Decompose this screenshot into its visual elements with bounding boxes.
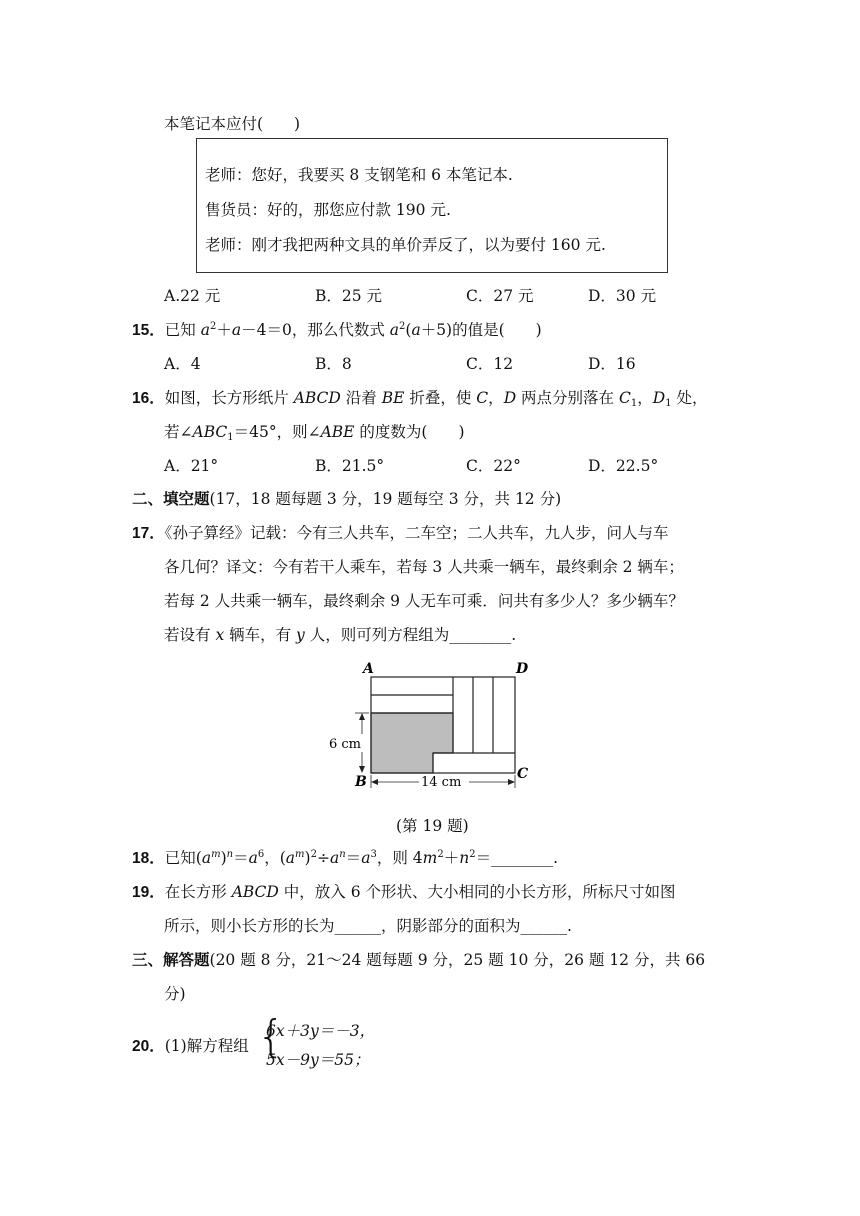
equation-brace: { bbox=[257, 1011, 285, 1062]
q16-text-3: 折叠，使 bbox=[404, 389, 477, 407]
q16-option-a[interactable]: A．21° bbox=[164, 457, 219, 475]
q17-text-4c: 人，则可列方程组为 bbox=[304, 626, 450, 644]
dialog-line-teacher-1: 老师：您好，我要买 8 支钢笔和 6 本笔记本. bbox=[205, 166, 513, 184]
q17-line2: 各几何？译文：今有若干人乘车，若每 3 人共乘一辆车，最终剩余 2 辆车； bbox=[164, 558, 684, 576]
section3-note: (20 题 8 分，21～24 题每题 9 分，25 题 10 分，26 题 12 分，共 66 bbox=[209, 951, 706, 969]
dialog-line-teacher-2: 老师：刚才我把两种文具的单价弄反了，以为要付 160 元. bbox=[205, 236, 606, 254]
q19-text: 在长方形 bbox=[164, 883, 232, 901]
q16-text-4: 两点分别落在 bbox=[516, 389, 619, 407]
dimension-width-label: 14 cm bbox=[421, 775, 462, 790]
label-c: C bbox=[517, 766, 529, 782]
q16-text-5: 处， bbox=[671, 389, 708, 407]
figure-19-caption: (第 19 题) bbox=[396, 817, 469, 835]
label-b: B bbox=[355, 774, 367, 790]
q16-option-c[interactable]: C．22° bbox=[466, 457, 521, 475]
q19-answer-blank-1[interactable]: ______ bbox=[334, 917, 382, 935]
q18-text-3: ，则 bbox=[376, 849, 413, 867]
q14-option-b[interactable]: B．25 元 bbox=[315, 287, 383, 305]
dimension-height-label: 6 cm bbox=[329, 737, 362, 752]
q16-text-7: ＝45°，则∠ bbox=[233, 423, 321, 441]
q14-option-a[interactable]: A.22 元 bbox=[164, 287, 221, 305]
q18-number: 18． bbox=[132, 850, 165, 867]
label-a: A bbox=[363, 661, 374, 677]
q16-text: 如图，长方形纸片 bbox=[164, 389, 294, 407]
q19-end: . bbox=[567, 917, 572, 935]
q18-text: 已知 bbox=[164, 849, 196, 867]
q15-option-a[interactable]: A．4 bbox=[164, 355, 201, 373]
q19-line1: 19．在长方形 ABCD 中，放入 6 个形状、大小相同的小长方形，所标尺寸如图 bbox=[132, 883, 676, 901]
dialog-line-clerk: 售货员：好的，那您应付款 190 元. bbox=[205, 201, 451, 219]
q15-number: 15． bbox=[132, 322, 165, 339]
q16-text-6: 若∠ bbox=[164, 423, 193, 441]
q15-text-3: 的值是( ) bbox=[452, 321, 542, 339]
q20-number: 20． bbox=[132, 1038, 165, 1055]
section3-note-line2: 分) bbox=[164, 985, 186, 1003]
q17-line3: 若每 2 人共乘一辆车，最终剩余 9 人无车可乘．问共有多少人？多少辆车？ bbox=[164, 592, 684, 610]
q15-text-2: ，那么代数式 bbox=[291, 321, 390, 339]
q16-option-d[interactable]: D．22.5° bbox=[588, 457, 659, 475]
section3-heading bbox=[132, 948, 705, 970]
q18-text-4: ＝ bbox=[475, 849, 492, 867]
section2-note: (17，18 题每题 3 分，19 题每空 3 分，共 12 分) bbox=[209, 490, 562, 508]
section3-title: 三、解答题 bbox=[132, 950, 210, 969]
q16-stem-line2: 若$\angle ABC_1=45^\circ$，则∠ABE 的度数为( ) bbox=[164, 423, 465, 443]
q19-line2 bbox=[164, 914, 572, 936]
q16-stem-line1: 16．如图，长方形纸片 ABCD 沿着 BE 折叠，使 C，D 两点分别落在 $C_1$，$D_1$ 处， bbox=[132, 389, 708, 409]
q14-option-d[interactable]: D．30 元 bbox=[588, 287, 657, 305]
q20-equation-2: 5x－9y＝55； bbox=[266, 1051, 370, 1069]
q19-number: 19． bbox=[132, 884, 165, 901]
q18-stem: 18．已知$(a^m)^n=a^6$，$(a^m)^2\div a^n=a^3$，则 $4m^2+n^2=\_\_\_\_\_\_\_\_$. bbox=[132, 849, 559, 867]
q17-number: 17． bbox=[132, 525, 165, 542]
q17-line4: 若设有 x 辆车，有 y 人，则可列方程组为________. bbox=[164, 626, 517, 644]
q15-option-d[interactable]: D．16 bbox=[588, 355, 636, 373]
q16-number: 16． bbox=[132, 390, 165, 407]
q20-part-label: (1)解方程组 bbox=[164, 1037, 249, 1055]
q19-text-3: 所示，则小长方形的长为 bbox=[164, 917, 335, 935]
q15-option-c[interactable]: C．12 bbox=[466, 355, 514, 373]
q17-end: . bbox=[511, 626, 517, 644]
q17-line1 bbox=[132, 521, 669, 543]
q17-answer-blank[interactable]: ________ bbox=[449, 626, 512, 644]
q14-option-c[interactable]: C．27 元 bbox=[466, 287, 534, 305]
q18-end: . bbox=[553, 849, 559, 867]
q19-text-4: ，阴影部分的面积为 bbox=[381, 917, 521, 935]
q20-stem bbox=[132, 1034, 249, 1056]
section2-heading bbox=[132, 487, 561, 509]
q19-text-2: 中，放入 6 个形状、大小相同的小长方形，所标尺寸如图 bbox=[278, 883, 676, 901]
shaded-region bbox=[371, 713, 453, 773]
q14-tail-text: 本笔记本应付( ) bbox=[164, 115, 301, 133]
q17-text: 《孙子算经》记载：今有三人共车，二车空；二人共车，九人步，问人与车 bbox=[164, 524, 669, 542]
dialog-box bbox=[196, 138, 668, 273]
label-d: D bbox=[516, 661, 529, 677]
q19-answer-blank-2[interactable]: ______ bbox=[520, 917, 568, 935]
q17-text-4a: 若设有 bbox=[164, 626, 216, 644]
q15-text: 已知 bbox=[164, 321, 201, 339]
q15-stem: 15．已知 $a^2+a-4=0$，那么代数式 $a^2(a+5)$的值是( ) bbox=[132, 321, 542, 339]
q18-text-2: ， bbox=[264, 849, 280, 867]
q16-text-8: 的度数为( ) bbox=[354, 423, 465, 441]
section2-title: 二、填空题 bbox=[132, 489, 210, 508]
q20-equation-1: 6x＋3y＝－3， bbox=[266, 1022, 376, 1040]
q16-option-b[interactable]: B．21.5° bbox=[315, 457, 385, 475]
q16-text-2: 沿着 bbox=[340, 389, 382, 407]
figure-19 bbox=[325, 658, 545, 798]
q17-text-4b: 辆车，有 bbox=[224, 626, 297, 644]
q18-answer-blank[interactable]: ________ bbox=[491, 849, 554, 867]
q15-option-b[interactable]: B．8 bbox=[315, 355, 352, 373]
